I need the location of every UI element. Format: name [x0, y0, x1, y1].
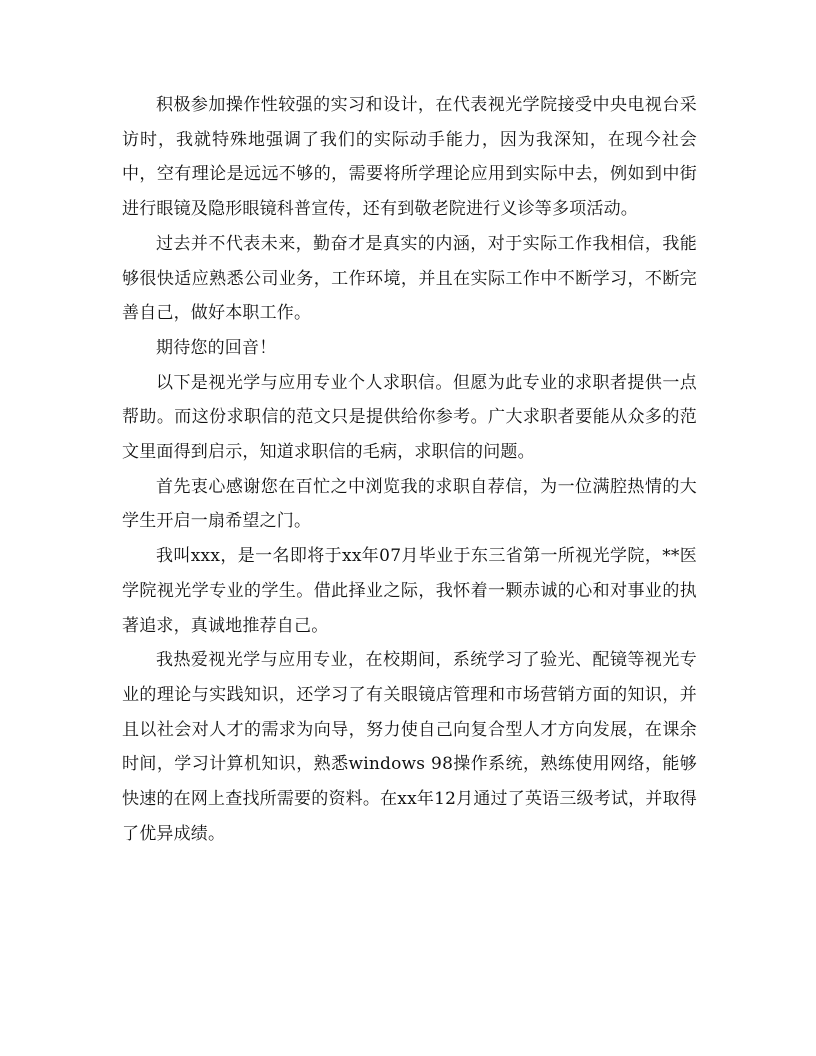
paragraph-future: 过去并不代表未来，勤奋才是真实的内涵，对于实际工作我相信，我能够很快适应熟悉公司业务，工作环境，并且在实际工作中不断学习，不断完善自己，做好本职工作。: [122, 233, 697, 324]
paragraph-studies: 我热爱视光学与应用专业，在校期间，系统学习了验光、配镜等视光专业的理论与实践知识，还学习了有关眼镜店管理和市场营销方面的知识，并且以社会对人才的需求为向导，努力使自己向复合型人才方向发展，在课余时间，学习计算机知识，熟悉windows 98操作系统，熟练使用网络，能够快速的在网上查找所需要的资料。在xx年12月通过了英语三级考试，并取得了优异成绩。: [122, 650, 697, 844]
paragraph-intro: 以下是视光学与应用专业个人求职信。但愿为此专业的求职者提供一点帮助。而这份求职信的范文只是提供给你参考。广大求职者要能从众多的范文里面得到启示，知道求职信的毛病，求职信的问题。: [122, 372, 697, 463]
document-body: [122, 88, 697, 851]
paragraph-thanks: 首先衷心感谢您在百忙之中浏览我的求职自荐信，为一位满腔热情的大学生开启一扇希望之门。: [122, 476, 697, 532]
paragraph-closing: 期待您的回音！: [156, 337, 277, 358]
paragraph-practice: 积极参加操作性较强的实习和设计，在代表视光学院接受中央电视台采访时，我就特殊地强调了我们的实际动手能力，因为我深知，在现今社会中，空有理论是远远不够的，需要将所学理论应用到实际中去，例如到中街进行眼镜及隐形眼镜科普宣传，还有到敬老院进行义诊等多项活动。: [122, 95, 697, 220]
paragraph-self-intro: 我叫xxx，是一名即将于xx年07月毕业于东三省第一所视光学院，**医学院视光学专业的学生。借此择业之际，我怀着一颗赤诚的心和对事业的执著追求，真诚地推荐自己。: [122, 546, 697, 636]
